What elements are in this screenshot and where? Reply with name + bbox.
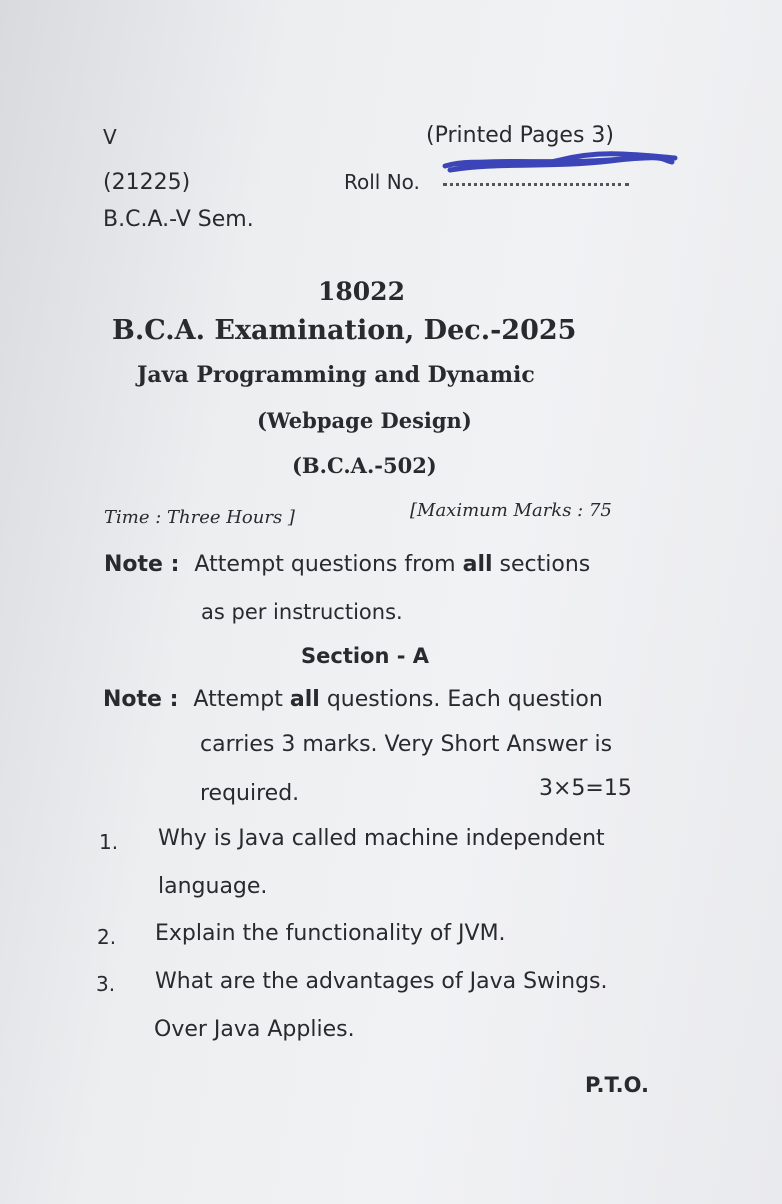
pen-scribble (440, 148, 680, 178)
note-1-label: Note : (104, 552, 180, 577)
question-2-number: 2. (97, 925, 117, 949)
note-2-line-1 (103, 687, 603, 712)
note-2-text-b: questions. Each question (326, 687, 603, 712)
note-1-text-b: sections (499, 552, 591, 577)
note-2-line-3: required. (200, 781, 300, 806)
roll-no-label: Roll No. (344, 170, 420, 194)
note-2-line-2: carries 3 marks. Very Short Answer is (200, 732, 613, 757)
pto-label: P.T.O. (585, 1073, 649, 1097)
section-marks: 3×5=15 (539, 776, 632, 801)
subject-line-2: (Webpage Design) (257, 408, 472, 433)
question-1-text: Why is Java called machine independent (158, 826, 605, 851)
question-3-number: 3. (96, 972, 116, 996)
note-1-line-2: as per instructions. (201, 600, 403, 624)
question-2-text: Explain the functionality of JVM. (155, 921, 506, 946)
section-title: Section - A (301, 644, 430, 668)
printed-pages: (Printed Pages 3) (426, 123, 614, 148)
time-allowed: Time : Three Hours ] (104, 507, 295, 528)
note-1-bold: all (462, 552, 493, 577)
semester: B.C.A.-V Sem. (103, 207, 254, 232)
roll-no-field (443, 179, 629, 186)
note-2-text-a: Attempt (193, 687, 283, 712)
question-3-text-cont: Over Java Applies. (154, 1017, 355, 1042)
exam-title: B.C.A. Examination, Dec.-2025 (112, 315, 577, 346)
set-code: V (103, 125, 117, 149)
maximum-marks: [Maximum Marks : 75 (410, 500, 612, 521)
paper-number: 18022 (318, 277, 405, 306)
question-3-text: What are the advantages of Java Swings. (155, 969, 608, 994)
paper-code: (21225) (103, 170, 191, 195)
subject-line-1: Java Programming and Dynamic (137, 362, 535, 388)
question-1-text-cont: language. (158, 874, 268, 899)
note-1-line-1 (104, 552, 590, 577)
note-2-bold: all (289, 687, 320, 712)
question-1-number: 1. (99, 830, 119, 854)
note-1-text-a: Attempt questions from (194, 552, 456, 577)
course-code: (B.C.A.-502) (292, 453, 437, 478)
note-2-label: Note : (103, 687, 179, 712)
